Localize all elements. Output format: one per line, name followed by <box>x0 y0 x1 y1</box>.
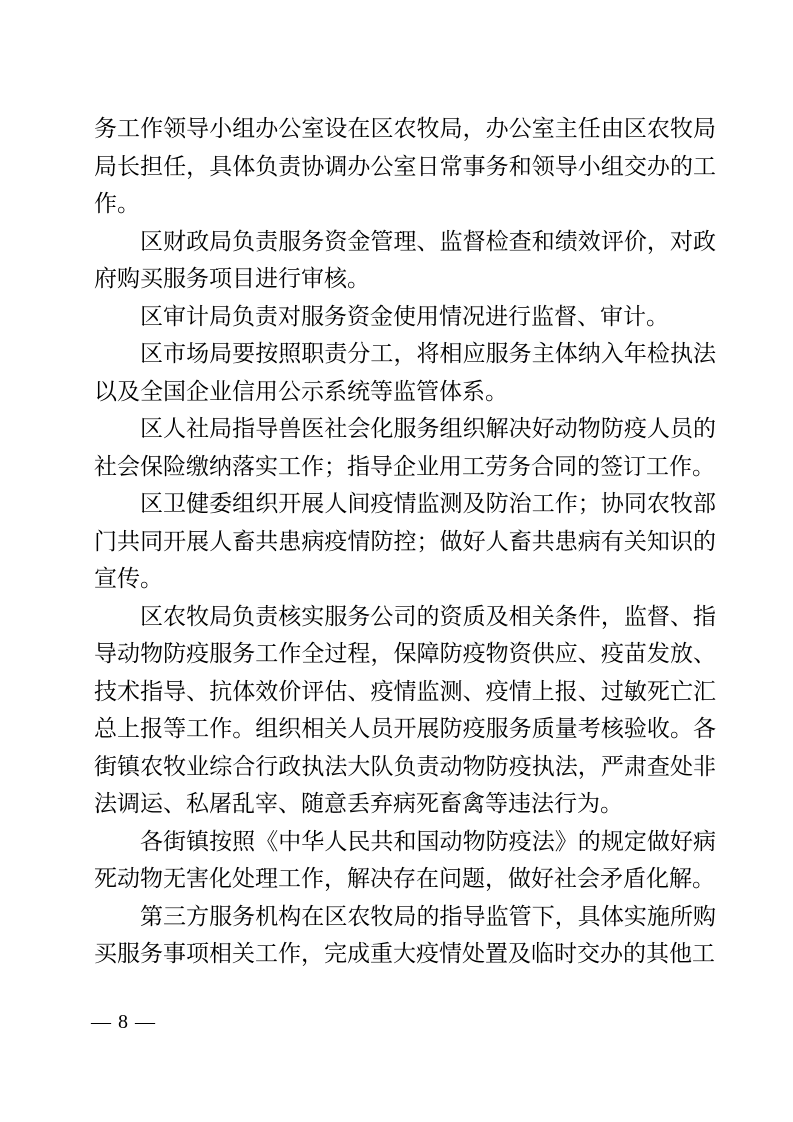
body-paragraph: 区财政局负责服务资金管理、监督检查和绩效评价，对政府购买服务项目进行审核。 <box>94 227 716 291</box>
body-paragraph: 区市场局要按照职责分工，将相应服务主体纳入年检执法以及全国企业信用公示系统等监管体系。 <box>94 340 716 404</box>
body-paragraph: 务工作领导小组办公室设在区农牧局，办公室主任由区农牧局局长担任，具体负责协调办公室日常事务和领导小组交办的工作。 <box>94 115 716 216</box>
document-body <box>94 110 716 973</box>
body-paragraph: 区农牧局负责核实服务公司的资质及相关条件，监督、指导动物防疫服务工作全过程，保障防疫物资供应、疫苗发放、技术指导、抗体效价评估、疫情监测、疫情上报、过敏死亡汇总上报等工作。组织相关人员开展防疫服务质量考核验收。各街镇农牧业综合行政执法大队负责动物防疫执法，严肃查处非法调运、私屠乱宰、随意丢弃病死畜禽等违法行为。 <box>94 602 716 816</box>
body-paragraph: 第三方服务机构在区农牧局的指导监管下，具体实施所购买服务事项相关工作，完成重大疫情处置及临时交办的其他工 <box>94 902 716 966</box>
body-paragraph: 各街镇按照《中华人民共和国动物防疫法》的规定做好病死动物无害化处理工作，解决存在问题，做好社会矛盾化解。 <box>94 827 716 891</box>
body-paragraph: 区审计局负责对服务资金使用情况进行监督、审计。 <box>140 302 669 329</box>
page-number: — 8 — <box>91 1011 156 1033</box>
body-paragraph: 区人社局指导兽医社会化服务组织解决好动物防疫人员的社会保险缴纳落实工作；指导企业用工劳务合同的签订工作。 <box>94 415 716 479</box>
body-paragraph: 区卫健委组织开展人间疫情监测及防治工作；协同农牧部门共同开展人畜共患病疫情防控；做好人畜共患病有关知识的宣传。 <box>94 490 716 591</box>
